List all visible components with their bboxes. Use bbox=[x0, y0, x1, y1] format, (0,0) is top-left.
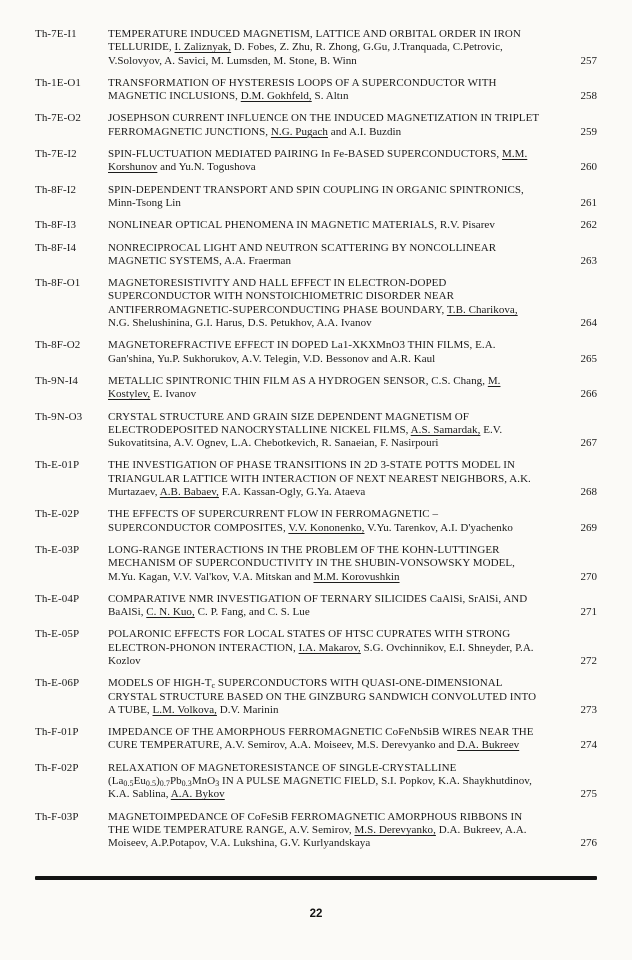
session-code: Th-9N-I4 bbox=[35, 374, 78, 387]
toc-entry bbox=[35, 375, 597, 402]
session-code: Th-E-01P bbox=[35, 459, 80, 472]
entry-title-authors: MAGNETOREFRACTIVE EFFECT IN DOPED La1-XKXMnO3 THIN FILMS, E.A. Gan'shina, Yu.P. Sukhorukov, A.V. Telegin, V.D. Bessonov and A.R. Kaul bbox=[108, 339, 496, 365]
toc-entry bbox=[35, 219, 597, 232]
entry-title-authors: THE INVESTIGATION OF PHASE TRANSITIONS IN 2D 3-STATE POTTS MODEL IN TRIANGULAR LATTICE WITH INTERACTION OF NEXT NEAREST NEIGHBORS, A.K. Murtazaev, A.B. Babaev, F.A. Kassan-Ogly, G.Ya. Ataeva bbox=[108, 459, 531, 499]
entry-page-number: 260 bbox=[580, 161, 597, 174]
entry-title-authors: SPIN-DEPENDENT TRANSPORT AND SPIN COUPLING IN ORGANIC SPINTRONICS, Minn-Tsong Lin bbox=[108, 183, 524, 209]
toc-entry bbox=[35, 762, 597, 802]
session-code: Th-E-06P bbox=[35, 677, 80, 690]
toc-entry bbox=[35, 28, 597, 68]
toc-entry bbox=[35, 411, 597, 451]
toc-entry-list bbox=[35, 28, 597, 851]
entry-title-authors: METALLIC SPINTRONIC THIN FILM AS A HYDROGEN SENSOR, C.S. Chang, M. Kostylev, E. Ivanov bbox=[108, 374, 501, 401]
toc-entry bbox=[35, 544, 597, 584]
session-code: Th-7E-O2 bbox=[35, 112, 82, 125]
entry-page-number: 259 bbox=[580, 125, 597, 138]
toc-entry bbox=[35, 277, 597, 330]
entry-title-authors: JOSEPHSON CURRENT INFLUENCE ON THE INDUCED MAGNETIZATION IN TRIPLET FERROMAGNETIC JUNCTIONS, N.G. Pugach and A.I. Buzdin bbox=[108, 112, 539, 138]
session-code: Th-8F-O1 bbox=[35, 277, 81, 290]
session-code: Th-7E-I1 bbox=[35, 28, 77, 40]
entry-title-authors: SPIN-FLUCTUATION MEDIATED PAIRING In Fe-BASED SUPERCONDUCTORS, M.M. Korshunov and Yu.N. Togushova bbox=[108, 148, 528, 174]
entry-page-number: 276 bbox=[580, 837, 597, 850]
entry-page-number: 262 bbox=[580, 219, 597, 232]
entry-page-number: 273 bbox=[580, 703, 597, 716]
toc-entry bbox=[35, 339, 597, 366]
page-number: 22 bbox=[309, 908, 323, 920]
entry-page-number: 270 bbox=[580, 570, 597, 583]
session-code: Th-F-03P bbox=[35, 810, 79, 823]
entry-page-number: 274 bbox=[580, 739, 597, 752]
entry-page-number: 264 bbox=[580, 317, 597, 330]
session-code: Th-E-02P bbox=[35, 508, 80, 521]
entry-title-authors: MODELS OF HIGH-$T_c$ SUPERCONDUCTORS WITH QUASI-ONE-DIMENSIONAL CRYSTAL STRUCTURE BASED ON THE GINZBURG SANDWICH CONVOLUTED INTO A TUBE, L.M. Volkova, D.V. Marinin bbox=[108, 677, 537, 716]
toc-entry bbox=[35, 508, 597, 535]
toc-entry bbox=[35, 148, 597, 175]
toc-entry bbox=[35, 628, 597, 668]
toc-entry bbox=[35, 726, 597, 753]
session-code: Th-E-04P bbox=[35, 592, 80, 605]
entry-title-authors: TEMPERATURE INDUCED MAGNETISM, LATTICE AND ORBITAL ORDER IN IRON TELLURIDE, I. Zaliznyak, D. Fobes, Z. Zhu, R. Zhong, G.Gu, J.Tranquada, C.Petrovic, V.Solovyov, A. Savici, M. Lumsden, M. Stone, B. Winn bbox=[108, 28, 521, 67]
session-code: Th-E-03P bbox=[35, 543, 80, 556]
entry-title-authors: LONG-RANGE INTERACTIONS IN THE PROBLEM OF THE KOHN-LUTTINGER MECHANISM OF SUPERCONDUCTIVITY IN THE SHUBIN-VONSOWSKY MODEL, M.Yu. Kagan, V.V. Val'kov, V.A. Mitskan and M.M. Korovushkin bbox=[108, 543, 515, 583]
toc-entry bbox=[35, 77, 597, 104]
entry-page-number: 263 bbox=[580, 254, 597, 267]
toc-entry bbox=[35, 184, 597, 211]
entry-title-authors: CRYSTAL STRUCTURE AND GRAIN SIZE DEPENDENT MAGNETISM OF ELECTRODEPOSITED NANOCRYSTALLINE NICKEL FILMS, A.S. Samardak, E.V. Sukovatitsina, A.V. Ognev, L.A. Chebotkevich, R. Sanaeian, F. Nasirpouri bbox=[108, 410, 503, 450]
session-code: Th-1E-O1 bbox=[35, 76, 82, 89]
session-code: Th-8F-I4 bbox=[35, 241, 77, 254]
entry-page-number: 272 bbox=[580, 654, 597, 667]
session-code: Th-F-01P bbox=[35, 726, 79, 739]
session-code: Th-8F-O2 bbox=[35, 339, 81, 352]
entry-title-authors: MAGNETORESISTIVITY AND HALL EFFECT IN ELECTRON-DOPED SUPERCONDUCTOR WITH NONSTOICHIOMETRIC DISORDER NEAR ANTIFERROMAGNETIC-SUPERCONDUCTING PHASE BOUNDARY, T.B. Charikova, N.G. Shelushinina, G.I. Harus, D.S. Petukhov, A.A. Ivanov bbox=[108, 277, 518, 330]
session-code: Th-9N-O3 bbox=[35, 410, 83, 423]
entry-page-number: 271 bbox=[580, 606, 597, 619]
entry-page-number: 275 bbox=[580, 788, 597, 801]
toc-entry bbox=[35, 593, 597, 620]
session-code: Th-E-05P bbox=[35, 628, 80, 641]
entry-page-number: 258 bbox=[580, 90, 597, 103]
session-code: Th-7E-I2 bbox=[35, 148, 77, 161]
entry-title-authors: RELAXATION OF MAGNETORESISTANCE OF SINGLE-CRYSTALLINE $(La_{0.5}Eu_{0.5})_{0.7}Pb_{0.3}MnO_3$ IN A PULSE MAGNETIC FIELD, S.I. Popkov, K.A. Shaykhutdinov, K.A. Sablina, A.A. Bykov bbox=[108, 761, 532, 801]
entry-page-number: 257 bbox=[580, 54, 597, 67]
session-code: Th-8F-I3 bbox=[35, 219, 77, 232]
entry-title-authors: NONLINEAR OPTICAL PHENOMENA IN MAGNETIC MATERIALS, R.V. Pisarev bbox=[108, 219, 495, 232]
entry-title-authors: TRANSFORMATION OF HYSTERESIS LOOPS OF A SUPERCONDUCTOR WITH MAGNETIC INCLUSIONS, D.M. Gokhfeld, S. Altın bbox=[108, 76, 497, 103]
toc-entry bbox=[35, 242, 597, 269]
toc-entry bbox=[35, 677, 597, 717]
entry-page-number: 266 bbox=[580, 388, 597, 401]
entry-title-authors: NONRECIPROCAL LIGHT AND NEUTRON SCATTERING BY NONCOLLINEAR MAGNETIC SYSTEMS, A.A. Fraerman bbox=[108, 241, 497, 267]
footer-rule bbox=[35, 876, 597, 880]
session-code: Th-F-02P bbox=[35, 761, 79, 774]
toc-entry bbox=[35, 811, 597, 851]
toc-entry bbox=[35, 112, 597, 139]
entry-title-authors: COMPARATIVE NMR INVESTIGATION OF TERNARY SILICIDES CaAlSi, SrAlSi, AND BaAlSi, C. N. Kuo, C. P. Fang, and C. S. Lue bbox=[108, 592, 528, 619]
entry-page-number: 268 bbox=[580, 486, 597, 499]
entry-title-authors: POLARONIC EFFECTS FOR LOCAL STATES OF HTSC CUPRATES WITH STRONG ELECTRON-PHONON INTERACTION, I.A. Makarov, S.G. Ovchinnikov, E.I. Shneyder, P.A. Kozlov bbox=[108, 628, 534, 667]
session-code: Th-8F-I2 bbox=[35, 183, 77, 196]
entry-page-number: 265 bbox=[580, 352, 597, 365]
toc-entry bbox=[35, 459, 597, 499]
entry-page-number: 261 bbox=[580, 196, 597, 209]
entry-title-authors: IMPEDANCE OF THE AMORPHOUS FERROMAGNETIC CoFeNbSiB WIRES NEAR THE CURE TEMPERATURE, A.V. Semirov, A.A. Moiseev, M.S. Derevyanko and D.A. Bukreev bbox=[108, 726, 534, 752]
entry-page-number: 269 bbox=[580, 521, 597, 534]
entry-page-number: 267 bbox=[580, 437, 597, 450]
entry-title-authors: THE EFFECTS OF SUPERCURRENT FLOW IN FERROMAGNETIC – SUPERCONDUCTOR COMPOSITES, V.V. Kononenko, V.Yu. Tarenkov, A.I. D'yachenko bbox=[108, 508, 513, 534]
entry-title-authors: MAGNETOIMPEDANCE OF CoFeSiB FERROMAGNETIC AMORPHOUS RIBBONS IN THE WIDE TEMPERATURE RANGE, A.V. Semirov, M.S. Derevyanko, D.A. Bukreev, A.A. Moiseev, A.P.Potapov, V.A. Lukshina, G.V. Kurlyandskaya bbox=[108, 810, 527, 850]
